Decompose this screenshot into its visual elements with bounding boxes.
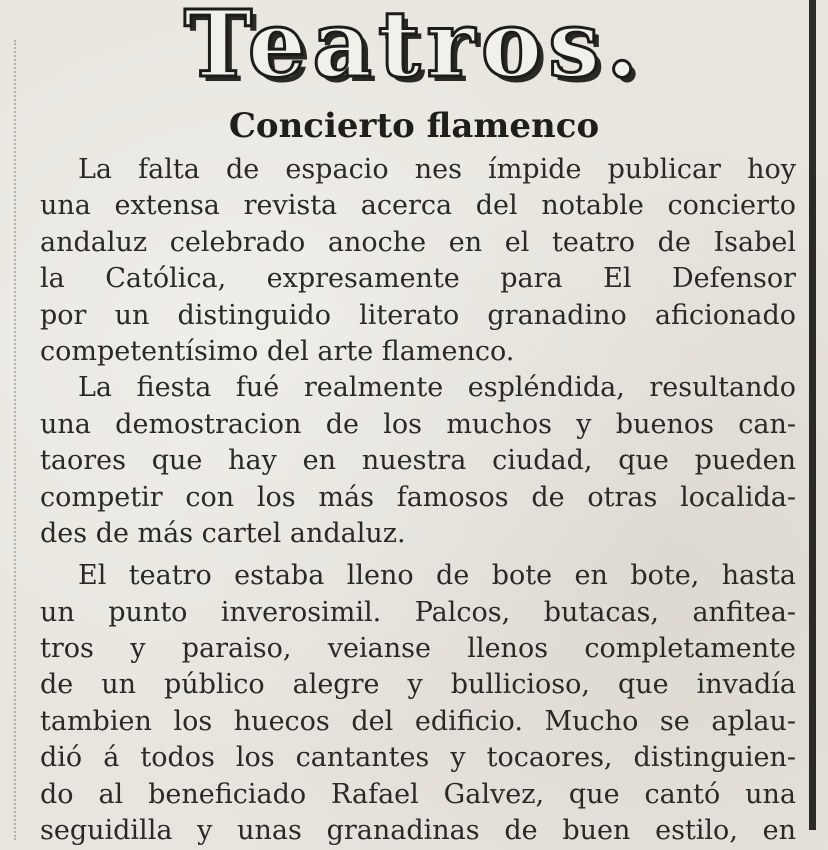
- text-line: la Católica, expresamente para El Defensor: [40, 263, 796, 295]
- text-line: La fiesta fué realmente espléndida, resultando: [78, 372, 796, 404]
- paragraph-3: [40, 558, 796, 849]
- text-line: andaluz celebrado anoche en el teatro de Isabel: [40, 226, 796, 258]
- text-line: dió á todos los cantantes y tocaores, distinguien-: [40, 742, 796, 774]
- text-line: una demostracion de los muchos y buenos can-: [40, 408, 796, 440]
- text-line: El teatro estaba lleno de bote en bote, hasta: [78, 560, 796, 592]
- text-line: competir con los más famosos de otras localida-: [40, 481, 796, 513]
- column-dotted-rule: [14, 40, 18, 840]
- text-line: do al beneficiado Rafael Galvez, que cantó una: [40, 778, 796, 810]
- paragraph-2: [40, 370, 796, 552]
- paragraph-1: [40, 152, 796, 370]
- text-line: por un distinguido literato granadino aficionado: [40, 299, 796, 331]
- section-masthead: Teatros.: [183, 0, 645, 98]
- article-title: Concierto flamenco: [228, 106, 600, 146]
- text-line: La falta de espacio nes ímpide publicar hoy: [78, 154, 796, 185]
- text-line: tros y paraiso, veianse llenos completamente: [40, 633, 796, 665]
- text-line: de un público alegre y bullicioso, que invadía: [40, 669, 796, 701]
- article-body: [40, 152, 796, 849]
- text-line: des de más cartel andaluz.: [40, 517, 406, 549]
- text-line: competentísimo del arte flamenco.: [40, 335, 515, 367]
- text-line: una extensa revista acerca del notable concierto: [40, 190, 796, 222]
- text-line: seguidilla y unas granadinas de buen estilo, en: [40, 815, 796, 847]
- text-line: taores que hay en nuestra ciudad, que pueden: [40, 445, 796, 477]
- text-line: un punto inverosimil. Palcos, butacas, anfitea-: [40, 596, 796, 628]
- text-line: tambien los huecos del edificio. Mucho se aplau-: [40, 705, 796, 737]
